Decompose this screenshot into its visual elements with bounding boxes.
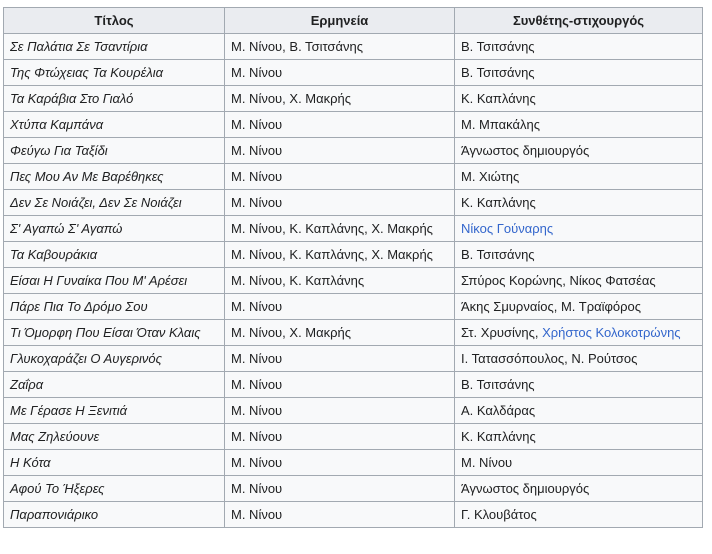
composer-text: Β. Τσιτσάνης (461, 247, 535, 262)
composer-link[interactable]: Χρήστος Κολοκοτρώνης (542, 325, 681, 340)
table-row (4, 294, 703, 320)
song-title-cell: Αφού Το Ήξερες (4, 476, 225, 502)
table-row (4, 112, 703, 138)
composer-text: Μ. Μπακάλης (461, 117, 541, 132)
song-title-cell: Ζαΐρα (4, 372, 225, 398)
song-title-cell: Πάρε Πια Το Δρόμο Σου (4, 294, 225, 320)
song-title-cell: Φεύγω Για Ταξίδι (4, 138, 225, 164)
song-title-cell: Είσαι Η Γυναίκα Που Μ' Αρέσει (4, 268, 225, 294)
song-title-cell: Δεν Σε Νοιάζει, Δεν Σε Νοιάζει (4, 190, 225, 216)
performer-cell: Μ. Νίνου, Β. Τσιτσάνης (225, 34, 455, 60)
table-row (4, 242, 703, 268)
table-header (4, 8, 703, 34)
song-title-cell: Με Γέρασε Η Ξενιτιά (4, 398, 225, 424)
performer-cell: Μ. Νίνου, Κ. Καπλάνης, Χ. Μακρής (225, 216, 455, 242)
performer-cell: Μ. Νίνου (225, 190, 455, 216)
table-body (4, 34, 703, 528)
composer-text: Άγνωστος δημιουργός (461, 481, 590, 496)
composer-cell (455, 502, 703, 528)
song-title-cell: Της Φτώχειας Τα Κουρέλια (4, 60, 225, 86)
column-header-title: Τίτλος (4, 8, 225, 34)
song-title-cell: Γλυκοχαράζει Ο Αυγερινός (4, 346, 225, 372)
composer-text: Κ. Καπλάνης (461, 429, 536, 444)
performer-cell: Μ. Νίνου (225, 294, 455, 320)
table-row (4, 60, 703, 86)
song-title-cell: Χτύπα Καμπάνα (4, 112, 225, 138)
table-row (4, 190, 703, 216)
composer-cell (455, 450, 703, 476)
performer-cell: Μ. Νίνου, Κ. Καπλάνης (225, 268, 455, 294)
song-title-cell: Μας Ζηλεύουνε (4, 424, 225, 450)
table-row (4, 216, 703, 242)
performer-cell: Μ. Νίνου (225, 424, 455, 450)
performer-cell: Μ. Νίνου (225, 112, 455, 138)
performer-cell: Μ. Νίνου (225, 502, 455, 528)
composer-cell (455, 242, 703, 268)
composer-text: Μ. Νίνου (461, 455, 513, 470)
table-row (4, 320, 703, 346)
composer-cell (455, 164, 703, 190)
song-title-cell: Παραπονιάρικο (4, 502, 225, 528)
column-header-performer: Ερμηνεία (225, 8, 455, 34)
composer-cell (455, 268, 703, 294)
table-row (4, 164, 703, 190)
composer-text: Άγνωστος δημιουργός (461, 143, 590, 158)
table-row (4, 86, 703, 112)
column-header-composer: Συνθέτης-στιχουργός (455, 8, 703, 34)
composer-cell (455, 112, 703, 138)
composer-link[interactable]: Νίκος Γούναρης (461, 221, 554, 236)
table-row (4, 502, 703, 528)
composer-cell (455, 34, 703, 60)
composer-text: Α. Καλδάρας (461, 403, 536, 418)
song-title-cell: Τι Όμορφη Που Είσαι Όταν Κλαις (4, 320, 225, 346)
composer-cell (455, 138, 703, 164)
header-row (4, 8, 703, 34)
table-row (4, 424, 703, 450)
composer-cell (455, 190, 703, 216)
composer-cell (455, 424, 703, 450)
performer-cell: Μ. Νίνου (225, 60, 455, 86)
performer-cell: Μ. Νίνου (225, 372, 455, 398)
performer-cell: Μ. Νίνου (225, 346, 455, 372)
table-row (4, 138, 703, 164)
song-title-cell: Πες Μου Αν Με Βαρέθηκες (4, 164, 225, 190)
composer-text: Ι. Τατασσόπουλος, Ν. Ρούτσος (461, 351, 638, 366)
composer-text: Β. Τσιτσάνης (461, 65, 535, 80)
performer-cell: Μ. Νίνου (225, 450, 455, 476)
composer-text: Γ. Κλουβάτος (461, 507, 537, 522)
performer-cell: Μ. Νίνου, Χ. Μακρής (225, 86, 455, 112)
composer-cell (455, 216, 703, 242)
composer-cell (455, 398, 703, 424)
songs-table (3, 7, 703, 528)
composer-text: Άκης Σμυρναίος, Μ. Τραϊφόρος (461, 299, 642, 314)
table-row (4, 34, 703, 60)
song-title-cell: Σ' Αγαπώ Σ' Αγαπώ (4, 216, 225, 242)
table-row (4, 398, 703, 424)
table-row (4, 450, 703, 476)
composer-cell (455, 346, 703, 372)
performer-cell: Μ. Νίνου (225, 398, 455, 424)
composer-cell (455, 372, 703, 398)
composer-text: Κ. Καπλάνης (461, 91, 536, 106)
composer-text: Β. Τσιτσάνης (461, 39, 535, 54)
composer-text: Σπύρος Κορώνης, Νίκος Φατσέας (461, 273, 656, 288)
table-row (4, 476, 703, 502)
composer-text: Κ. Καπλάνης (461, 195, 536, 210)
composer-cell (455, 294, 703, 320)
performer-cell: Μ. Νίνου (225, 138, 455, 164)
table-row (4, 372, 703, 398)
performer-cell: Μ. Νίνου, Κ. Καπλάνης, Χ. Μακρής (225, 242, 455, 268)
song-title-cell: Η Κότα (4, 450, 225, 476)
table-row (4, 268, 703, 294)
song-title-cell: Τα Καράβια Στο Γιαλό (4, 86, 225, 112)
composer-text: Μ. Χιώτης (461, 169, 520, 184)
performer-cell: Μ. Νίνου, Χ. Μακρής (225, 320, 455, 346)
composer-cell (455, 320, 703, 346)
composer-text: Β. Τσιτσάνης (461, 377, 535, 392)
composer-cell (455, 60, 703, 86)
performer-cell: Μ. Νίνου (225, 164, 455, 190)
composer-text: Στ. Χρυσίνης, (461, 325, 543, 340)
composer-cell (455, 476, 703, 502)
performer-cell: Μ. Νίνου (225, 476, 455, 502)
song-title-cell: Τα Καβουράκια (4, 242, 225, 268)
table-row (4, 346, 703, 372)
song-title-cell: Σε Παλάτια Σε Τσαντίρια (4, 34, 225, 60)
composer-cell (455, 86, 703, 112)
